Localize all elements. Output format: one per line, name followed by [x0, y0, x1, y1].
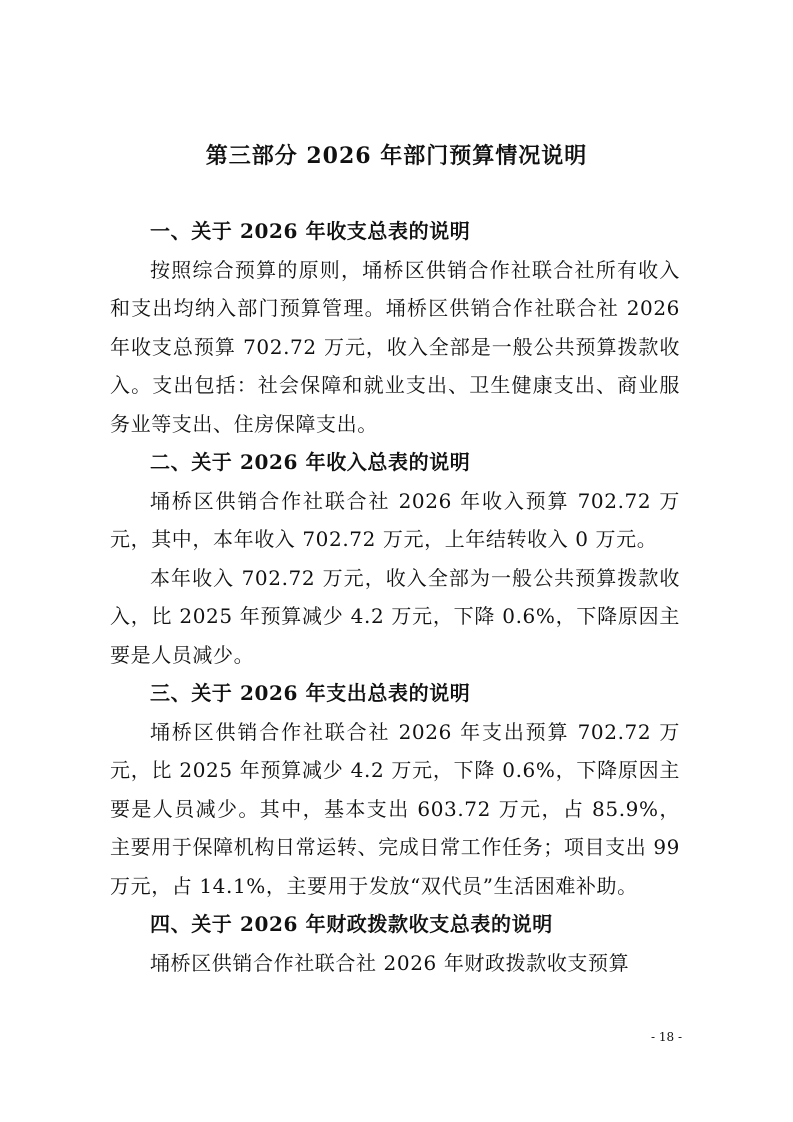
section-income-summary: [110, 443, 680, 674]
section-fiscal-appropriation-summary: [110, 905, 680, 982]
section-heading: 二、关于 2026 年收入总表的说明: [150, 450, 471, 474]
section-paragraph: 按照综合预算的原则，埇桥区供销合作社联合社所有收入和支出均纳入部门预算管理。埇桥区供销合作社联合社 2026 年收支总预算 702.72 万元，收入全部是一般公共预算拨款收入。支出包括：社会保障和就业支出、卫生健康支出、商业服务业等支出、住房保障支出。: [110, 257, 680, 436]
document-body: [110, 212, 680, 982]
section-paragraph: 本年收入 702.72 万元，收入全部为一般公共预算拨款收入，比 2025 年预算减少 4.2 万元，下降 0.6%，下降原因主要是人员减少。: [110, 565, 680, 667]
section-paragraph: 埇桥区供销合作社联合社 2026 年支出预算 702.72 万元，比 2025 年预算减少 4.2 万元，下降 0.6%，下降原因主要是人员减少。其中，基本支出 603.72 万元，占 85.9%，主要用于保障机构日常运转、完成日常工作任务；项目支出 99 万元，占 14.1%，主要用于发放“双代员”生活困难补助。: [110, 719, 680, 898]
section-income-expenditure-summary: [110, 212, 680, 443]
section-heading: 三、关于 2026 年支出总表的说明: [150, 681, 471, 705]
section-heading: 一、关于 2026 年收支总表的说明: [150, 219, 471, 243]
page-title: 第三部分 2026 年部门预算情况说明: [205, 143, 588, 169]
section-heading: 四、关于 2026 年财政拨款收支总表的说明: [150, 912, 553, 936]
page-number: - 18 -: [650, 1030, 682, 1044]
section-expenditure-summary: [110, 674, 680, 905]
section-paragraph: 埇桥区供销合作社联合社 2026 年财政拨款收支预算: [150, 950, 630, 975]
section-paragraph: 埇桥区供销合作社联合社 2026 年收入预算 702.72 万元，其中，本年收入 702.72 万元，上年结转收入 0 万元。: [110, 488, 680, 551]
